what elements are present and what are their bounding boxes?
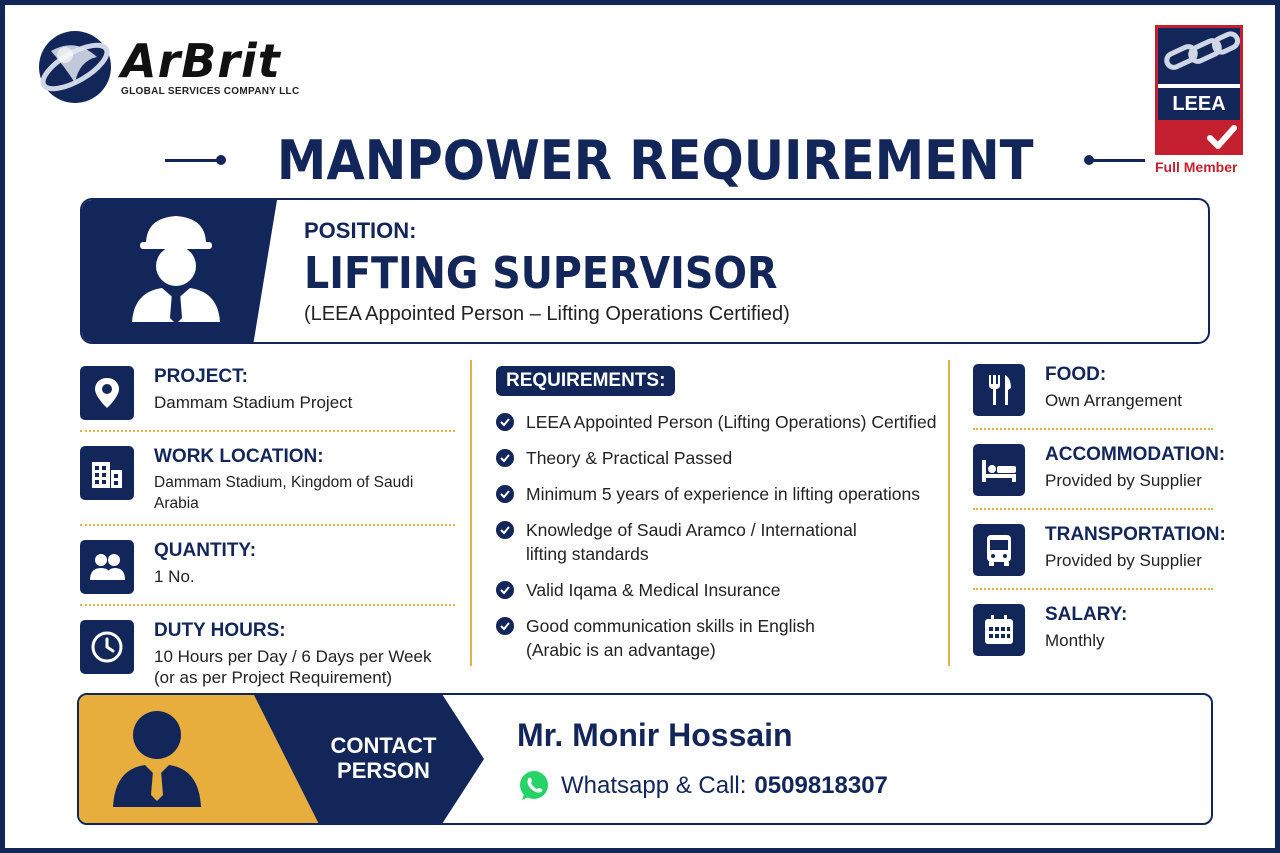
- bus-icon: [973, 524, 1025, 576]
- position-icon-panel: [82, 200, 277, 342]
- fork-knife-icon: [973, 364, 1025, 416]
- chain-icon: [1158, 28, 1240, 84]
- right-details-column: [973, 360, 1226, 678]
- quantity-label: QUANTITY:: [154, 540, 257, 561]
- phone-label: Whatsapp & Call:: [561, 772, 747, 799]
- position-subtitle: (LEEA Appointed Person – Lifting Operations Certified): [304, 303, 790, 325]
- requirement-line-1: Good communication skills in English: [526, 616, 815, 636]
- logo-wordmark: ArBrit: [121, 33, 281, 88]
- company-logo: [35, 27, 300, 107]
- project-row: [80, 360, 455, 432]
- transportation-label: TRANSPORTATION:: [1045, 524, 1226, 545]
- building-icon: [80, 446, 134, 500]
- duty-hours-line-1: 10 Hours per Day / 6 Days per Week: [154, 647, 432, 666]
- bed-icon: [973, 444, 1025, 496]
- contact-label-line-2: PERSON: [337, 758, 430, 783]
- contact-label: [301, 733, 466, 783]
- whatsapp-icon[interactable]: [517, 769, 551, 803]
- food-label: FOOD:: [1045, 364, 1107, 385]
- requirement-line-2: (Arabic is an advantage): [526, 640, 716, 660]
- location-pin-icon: [80, 366, 134, 420]
- contact-card: [77, 693, 1213, 825]
- logo-subtitle: GLOBAL SERVICES COMPANY LLC: [121, 85, 300, 97]
- requirement-text: Theory & Practical Passed: [526, 448, 733, 468]
- check-circle-icon: [496, 617, 514, 635]
- page-title: MANPOWER REQUIREMENT: [276, 128, 1034, 192]
- position-card: [80, 198, 1210, 344]
- salary-row: [973, 600, 1213, 668]
- position-label: POSITION:: [304, 218, 417, 243]
- check-circle-icon: [496, 521, 514, 539]
- quantity-row: [80, 534, 455, 606]
- transportation-value: Provided by Supplier: [1045, 551, 1202, 570]
- check-circle-icon: [496, 581, 514, 599]
- requirement-text: Minimum 5 years of experience in lifting operations: [526, 484, 920, 504]
- globe-logo-icon: [35, 27, 115, 107]
- work-location-value: Dammam Stadium, Kingdom of Saudi Arabia: [154, 474, 414, 512]
- requirement-text: LEEA Appointed Person (Lifting Operations) Certified: [526, 412, 937, 432]
- leea-member-text: Full Member: [1155, 159, 1238, 175]
- requirements-list: [496, 410, 948, 662]
- requirement-text: Valid Iqama & Medical Insurance: [526, 580, 781, 600]
- salary-value: Monthly: [1045, 631, 1105, 650]
- salary-label: SALARY:: [1045, 604, 1128, 625]
- title-divider-left: [165, 159, 222, 162]
- calendar-icon: [973, 604, 1025, 656]
- supervisor-hardhat-icon: [82, 200, 242, 344]
- requirement-item: [496, 410, 948, 434]
- check-circle-icon: [496, 413, 514, 431]
- requirement-item: [496, 482, 948, 506]
- requirement-item: [496, 578, 948, 602]
- project-label: PROJECT:: [154, 366, 248, 387]
- requirement-item: [496, 446, 948, 470]
- requirement-text: [526, 518, 857, 566]
- project-value: Dammam Stadium Project: [154, 393, 353, 412]
- duty-hours-value: [154, 646, 431, 688]
- work-location-row: [80, 440, 455, 526]
- transportation-row: [973, 520, 1226, 590]
- requirements-column: [470, 360, 950, 666]
- leea-label: LEEA: [1158, 88, 1240, 120]
- requirements-label: REQUIREMENTS:: [496, 366, 675, 396]
- contact-name: Mr. Monir Hossain: [517, 717, 793, 753]
- checkmark-icon: [1158, 120, 1240, 155]
- accommodation-label: ACCOMMODATION:: [1045, 444, 1226, 465]
- accommodation-row: [973, 440, 1226, 510]
- requirement-line-1: Knowledge of Saudi Aramco / International: [526, 520, 857, 540]
- check-circle-icon: [496, 449, 514, 467]
- requirement-item: [496, 518, 948, 566]
- phone-number[interactable]: 0509818307: [754, 772, 888, 799]
- quantity-value: 1 No.: [154, 567, 195, 586]
- requirement-text: [526, 614, 815, 662]
- accommodation-value: Provided by Supplier: [1045, 471, 1202, 490]
- leea-badge: [1155, 25, 1250, 175]
- contact-label-line-1: CONTACT: [330, 733, 437, 758]
- food-value: Own Arrangement: [1045, 391, 1183, 410]
- clock-icon: [80, 620, 134, 674]
- title-divider-right: [1088, 159, 1145, 162]
- contact-phone-row[interactable]: [517, 769, 888, 803]
- contact-person-icon: [79, 695, 259, 825]
- people-icon: [80, 540, 134, 594]
- position-title: LIFTING SUPERVISOR: [304, 248, 778, 299]
- duty-hours-line-2: (or as per Project Requirement): [154, 668, 393, 687]
- requirement-item: [496, 614, 948, 662]
- requirement-line-2: lifting standards: [526, 544, 649, 564]
- check-circle-icon: [496, 485, 514, 503]
- left-details-column: [80, 360, 455, 706]
- food-row: [973, 360, 1213, 430]
- page-title-row: [165, 125, 1145, 195]
- duty-hours-row: [80, 614, 455, 698]
- duty-hours-label: DUTY HOURS:: [154, 620, 286, 641]
- work-location-label: WORK LOCATION:: [154, 446, 324, 467]
